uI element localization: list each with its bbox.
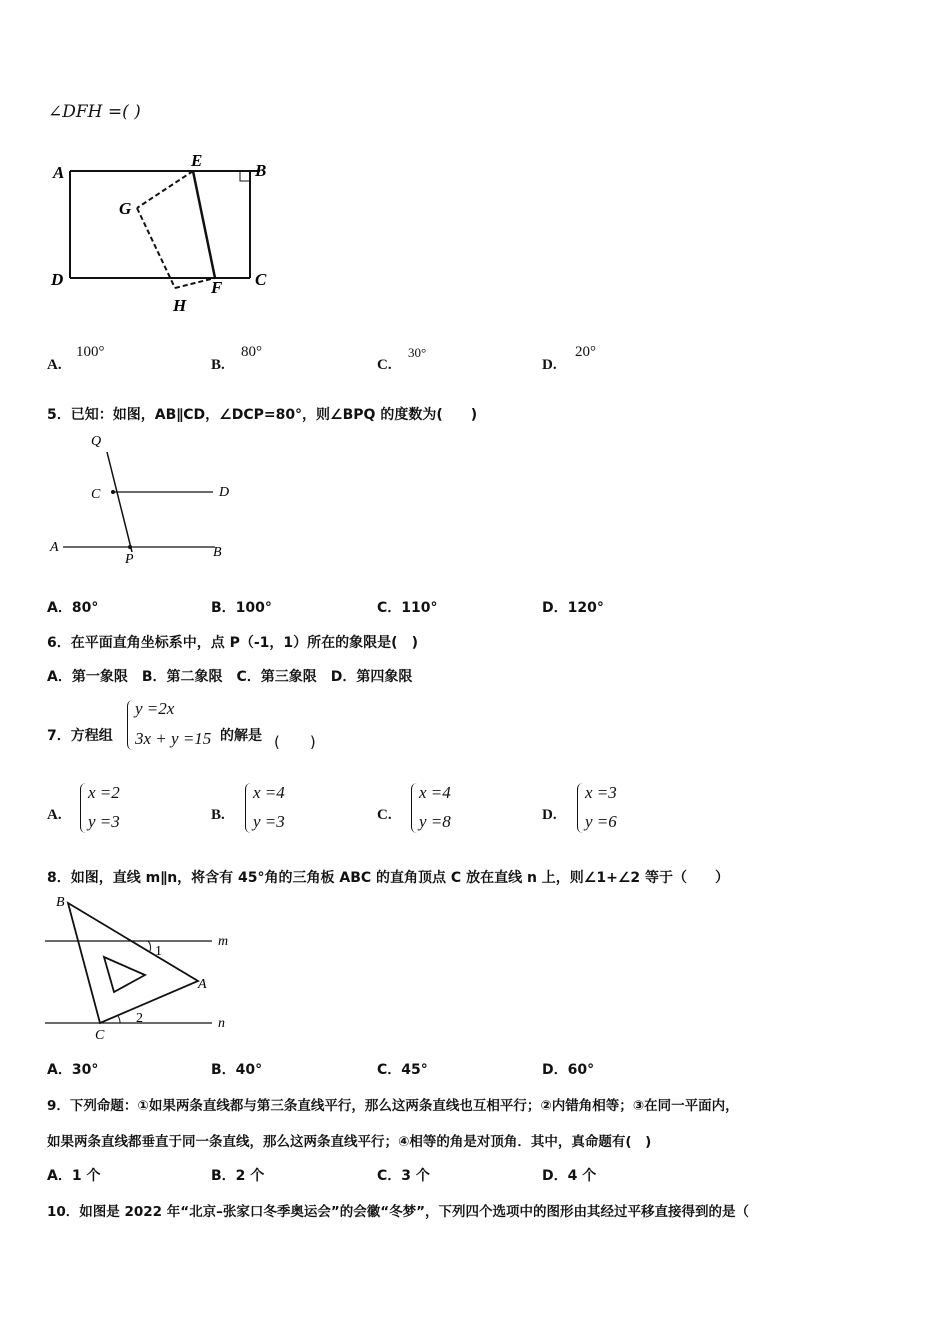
q7-option-a-line2: y =3	[88, 812, 120, 831]
q8-figure	[40, 893, 240, 1043]
q7-option-a-brace	[80, 783, 86, 833]
q8-stem: 8．如图，直线 m∥n，将含有 45°角的三角板 ABC 的直角顶点 C 放在直线 n 上，则∠1+∠2 等于（ ）	[47, 870, 729, 886]
q7-option-b-brace	[245, 783, 251, 833]
q5-label-Q: Q	[91, 434, 102, 449]
q8-option-b: B．40°	[211, 1062, 263, 1078]
q9-option-d: D．4 个	[542, 1168, 597, 1184]
q7-system-eq2: 3x + y =15	[135, 729, 212, 748]
q4-label-B: B	[255, 161, 267, 180]
q4-option-d-letter: D.	[542, 357, 557, 373]
q7-option-c-brace	[411, 783, 417, 833]
q5-stem: 5．已知：如图，AB∥CD，∠DCP=80°，则∠BPQ 的度数为( )	[47, 407, 478, 423]
q9-stem-line1: 9．下列命题：①如果两条直线都与第三条直线平行，那么这两条直线也互相平行；②内错角相等；③在同一平面内，	[47, 1098, 739, 1114]
q7-option-c-line2: y =8	[419, 812, 451, 831]
q5-label-P: P	[125, 552, 134, 567]
q7-option-b-letter: B.	[211, 807, 225, 823]
q8-label-1: 1	[155, 944, 162, 959]
q4-option-c-value: 30°	[408, 345, 427, 360]
q7-option-d-line1: x =3	[585, 783, 617, 802]
q4-option-b-letter: B.	[211, 357, 225, 373]
q4-figure	[45, 148, 285, 318]
q8-label-m: m	[218, 934, 229, 949]
q8-label-n: n	[218, 1016, 225, 1031]
q4-option-d-value: 20°	[575, 344, 596, 360]
q8-option-d: D．60°	[542, 1062, 595, 1078]
q5-figure	[45, 430, 245, 575]
q4-option-b-value: 80°	[241, 344, 262, 360]
q9-option-c: C．3 个	[377, 1168, 430, 1184]
q6-stem: 6．在平面直角坐标系中，点 P（-1，1）所在的象限是( )	[47, 635, 418, 651]
q7-option-c-line1: x =4	[419, 783, 451, 802]
q8-label-2: 2	[136, 1011, 143, 1026]
q4-option-c-letter: C.	[377, 357, 392, 373]
q8-label-B: B	[56, 895, 65, 910]
q4-option-a-value: 100°	[76, 344, 105, 360]
q8-label-C: C	[95, 1028, 105, 1043]
q7-answer-paren: ( )	[274, 733, 316, 751]
q5-option-a: A．80°	[47, 600, 99, 616]
q7-stem-prefix: 7．方程组	[47, 728, 113, 744]
q4-label-F: F	[211, 278, 223, 297]
q8-option-c: C．45°	[377, 1062, 428, 1078]
q7-option-d-line2: y =6	[585, 812, 617, 831]
q8-option-a: A．30°	[47, 1062, 99, 1078]
q7-option-a-line1: x =2	[88, 783, 120, 802]
q5-label-C: C	[91, 487, 101, 502]
q4-label-A: A	[53, 163, 65, 182]
q6-options: A．第一象限 B．第二象限 C．第三象限 D．第四象限	[47, 669, 413, 685]
q7-option-b-line1: x =4	[253, 783, 285, 802]
q7-stem-suffix: 的解是	[220, 728, 262, 744]
q5-option-c: C．110°	[377, 600, 438, 616]
q7-system-brace	[127, 700, 133, 750]
q4-label-H: H	[173, 296, 187, 315]
q4-stem-tail: ∠DFH =( )	[48, 102, 141, 122]
q4-label-D: D	[51, 270, 64, 289]
q5-option-b: B．100°	[211, 600, 272, 616]
q5-option-d: D．120°	[542, 600, 604, 616]
q9-option-b: B．2 个	[211, 1168, 265, 1184]
q7-option-b-line2: y =3	[253, 812, 285, 831]
q7-option-a-letter: A.	[47, 807, 62, 823]
q5-label-D: D	[219, 485, 230, 500]
q9-stem-line2: 如果两条直线都垂直于同一条直线，那么这两条直线平行；④相等的角是对顶角．其中，真命题有( )	[47, 1134, 652, 1150]
q7-system-eq1: y =2x	[135, 699, 175, 718]
q5-label-B: B	[213, 545, 222, 560]
q8-label-A: A	[198, 977, 207, 992]
q9-option-a: A．1 个	[47, 1168, 101, 1184]
q5-label-A: A	[50, 540, 59, 555]
q4-label-G: G	[119, 199, 132, 218]
q10-stem: 10．如图是 2022 年“北京–张家口冬季奥运会”的会徽“冬梦”，下列四个选项中的图形由其经过平移直接得到的是（	[47, 1204, 749, 1220]
q4-label-E: E	[191, 151, 203, 170]
q4-label-C: C	[255, 270, 267, 289]
q4-option-a-letter: A.	[47, 357, 62, 373]
q7-option-d-brace	[577, 783, 583, 833]
q7-option-c-letter: C.	[377, 807, 392, 823]
q7-option-d-letter: D.	[542, 807, 557, 823]
